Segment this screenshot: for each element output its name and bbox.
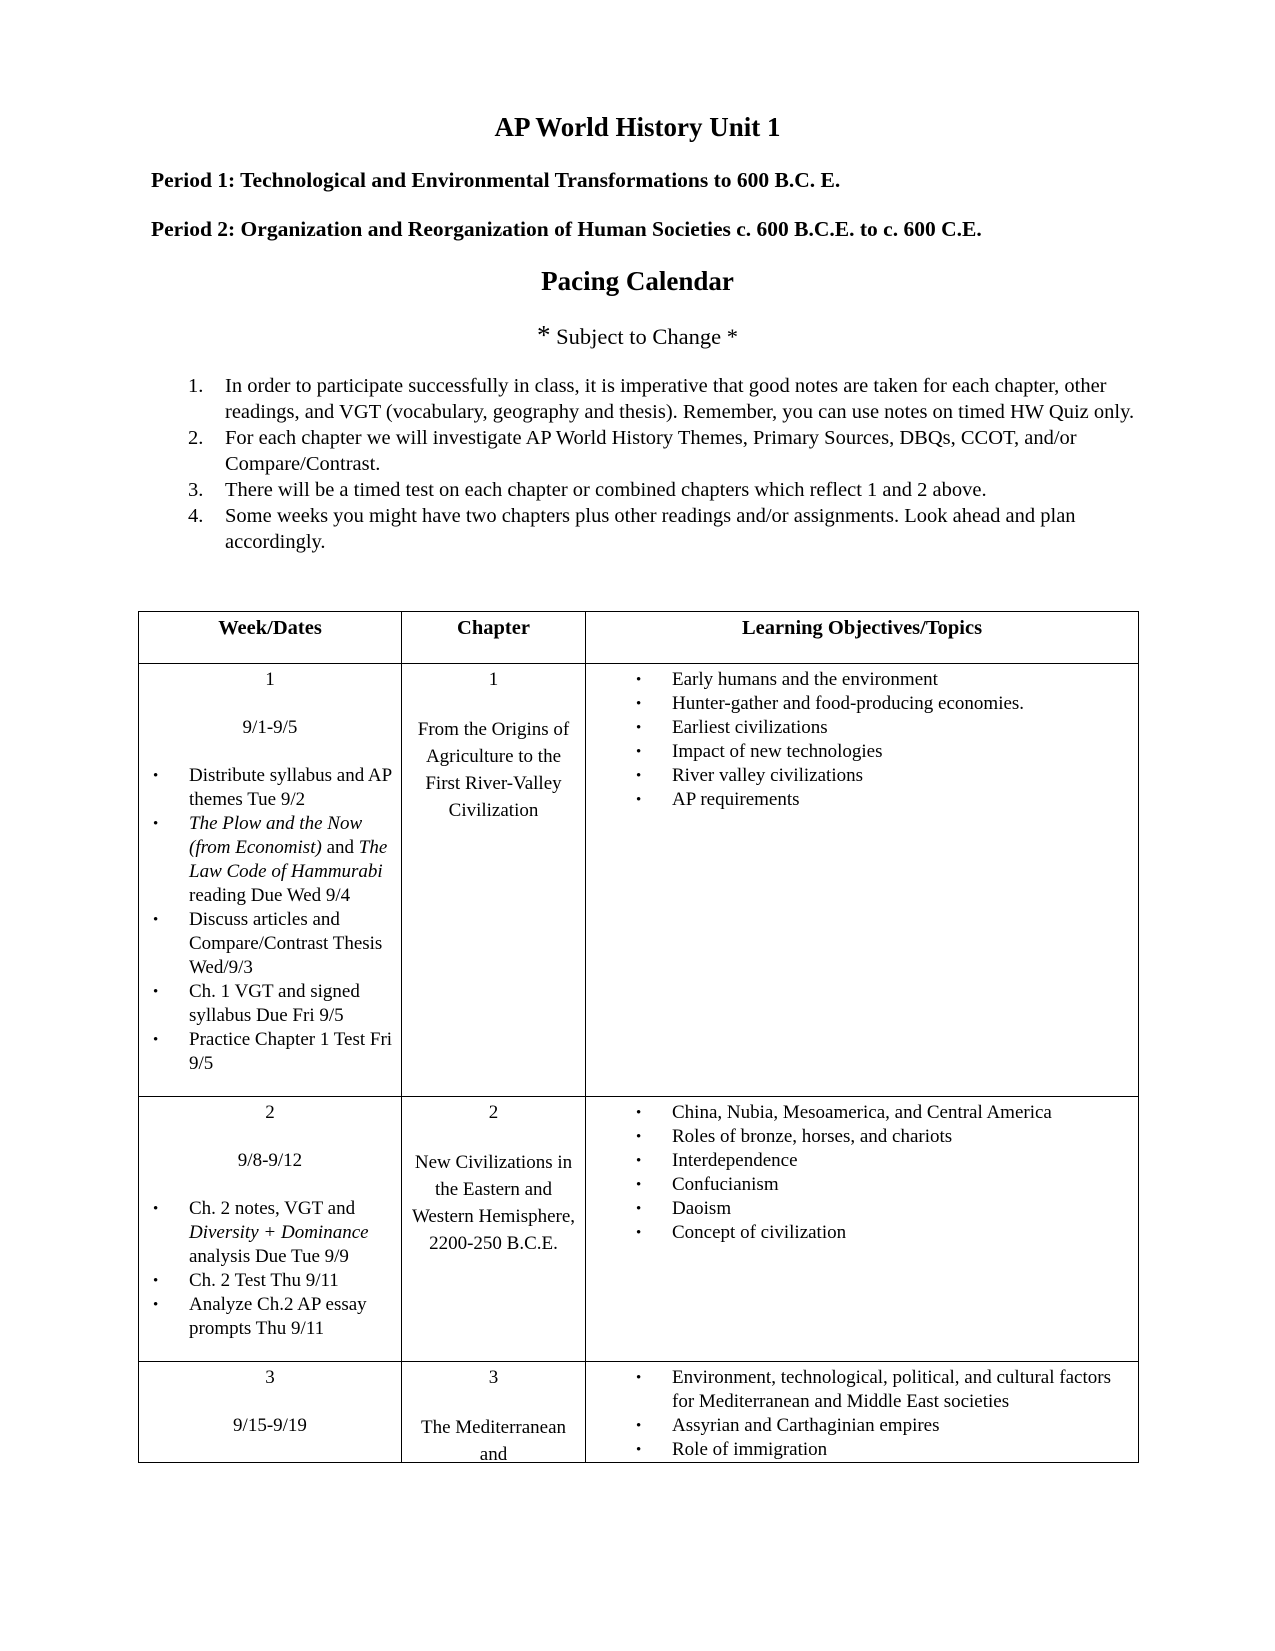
topic-item: [586, 1366, 1128, 1414]
week-cell: [139, 664, 402, 1097]
instruction-text: Some weeks you might have two chapters plus other readings and/or assignments. Look ahead and plan accordingly.: [225, 505, 1076, 553]
header-learning-objectives: Learning Objectives/Topics: [586, 612, 1139, 664]
task-item: [139, 980, 393, 1028]
instruction-text: In order to participate successfully in class, it is imperative that good notes are taken for each chapter, other readings, and VGT (vocabulary, geography and thesis). Remember, you can use notes on timed HW Quiz only.: [225, 375, 1135, 423]
bullet-icon: •: [636, 1418, 642, 1434]
topics-cell: [586, 1097, 1139, 1362]
task-list: [139, 1197, 401, 1361]
bullet-icon: •: [153, 1297, 159, 1313]
bullet-icon: •: [153, 1273, 159, 1289]
instructions-list: [188, 373, 1138, 555]
pacing-calendar-heading: Pacing Calendar: [541, 266, 734, 296]
instruction-number: 4.: [188, 505, 204, 527]
chapter-cell: [402, 1097, 586, 1362]
topic-item: [586, 1101, 1128, 1125]
task-text: Analyze Ch.2 AP essay prompts Thu 9/11: [189, 1294, 367, 1339]
instruction-number: 1.: [188, 375, 204, 397]
topic-item: [586, 1173, 1128, 1197]
bullet-icon: •: [636, 1105, 642, 1121]
task-item: [139, 1028, 393, 1076]
topic-item: [586, 1221, 1128, 1245]
bullet-icon: •: [636, 768, 642, 784]
table-row: [139, 1097, 1139, 1362]
week-cell: [139, 1362, 402, 1463]
topic-item: [586, 740, 1128, 764]
topic-item: [586, 788, 1128, 812]
chapter-number: 3: [488, 1367, 499, 1388]
topic-text: Early humans and the environment: [672, 669, 938, 690]
task-text: Ch. 2 notes, VGT and: [189, 1198, 356, 1219]
topic-text: AP requirements: [672, 789, 800, 810]
bullet-icon: •: [636, 1129, 642, 1145]
bullet-icon: •: [636, 1225, 642, 1241]
topic-text: Environment, technological, political, and cultural factors for Mediterranean and Middle East societies: [672, 1367, 1111, 1412]
pacing-calendar-table: [138, 611, 1139, 1463]
chapter-number: 1: [488, 669, 499, 690]
bullet-icon: •: [153, 768, 159, 784]
header-chapter: Chapter: [402, 612, 586, 664]
bullet-icon: •: [153, 816, 159, 832]
period-1-heading: Period 1: Technological and Environmental Transformations to 600 B.C. E.: [151, 168, 841, 192]
topic-text: Impact of new technologies: [672, 741, 883, 762]
chapter-number: 2: [488, 1102, 499, 1123]
topic-text: Hunter-gather and food-producing economies.: [672, 693, 1025, 714]
instruction-text: There will be a timed test on each chapter or combined chapters which reflect 1 and 2 above.: [225, 479, 987, 501]
bullet-icon: •: [636, 720, 642, 736]
topic-item: [586, 1414, 1128, 1438]
document-title: AP World History Unit 1: [494, 112, 781, 142]
topic-text: Confucianism: [672, 1174, 779, 1195]
task-text: analysis Due Tue 9/9: [189, 1246, 349, 1267]
task-title-italic: The Law Code of Hammurabi: [189, 837, 388, 882]
bullet-icon: •: [636, 744, 642, 760]
table-row: [139, 664, 1139, 1097]
topics-cell: [586, 664, 1139, 1097]
task-text: Ch. 1 VGT and signed syllabus Due Fri 9/5: [189, 981, 360, 1026]
task-item: [139, 764, 393, 812]
task-text: Distribute syllabus and AP themes Tue 9/2: [189, 765, 392, 810]
topic-item: [586, 764, 1128, 788]
topic-item: [586, 1125, 1128, 1149]
instruction-item: [188, 373, 1138, 425]
topic-text: Interdependence: [672, 1150, 798, 1171]
bullet-icon: •: [153, 1032, 159, 1048]
chapter-title: From the Origins of Agriculture to the First River-Valley Civilization: [417, 719, 570, 821]
topics-cell: [586, 1362, 1139, 1463]
week-dates: 9/15-9/19: [233, 1415, 307, 1436]
topic-item: [586, 692, 1128, 716]
chapter-cell: [402, 664, 586, 1097]
task-text: reading Due Wed 9/4: [189, 885, 351, 906]
task-text: Practice Chapter 1 Test Fri 9/5: [189, 1029, 393, 1074]
task-item: [139, 1293, 393, 1341]
bullet-icon: •: [153, 1201, 159, 1217]
chapter-title: New Civilizations in the Eastern and Western Hemisphere, 2200-250 B.C.E.: [411, 1152, 576, 1254]
week-number: 3: [265, 1367, 275, 1388]
topic-text: River valley civilizations: [672, 765, 864, 786]
subject-to-change-note: [0, 320, 1275, 351]
week-cell: [139, 1097, 402, 1362]
topic-item: [586, 1149, 1128, 1173]
table-header-row: [139, 612, 1139, 664]
topic-text: Concept of civilization: [672, 1222, 847, 1243]
chapter-cell: [402, 1362, 586, 1463]
week-number: 1: [265, 669, 275, 690]
subject-to-change-text: Subject to Change *: [550, 324, 738, 349]
topic-item: [586, 716, 1128, 740]
period-2-heading: Period 2: Organization and Reorganization of Human Societies c. 600 B.C.E. to c. 600 C.E.: [151, 217, 982, 241]
table-row: [139, 1362, 1139, 1463]
table-body: [139, 664, 1139, 1463]
instruction-number: 3.: [188, 479, 204, 501]
topic-text: Roles of bronze, horses, and chariots: [672, 1126, 953, 1147]
topic-list: [586, 664, 1138, 812]
instruction-item: [188, 425, 1138, 477]
bullet-icon: •: [153, 912, 159, 928]
instruction-item: [188, 503, 1138, 555]
task-text: and: [321, 837, 359, 858]
task-title-italic: Diversity + Dominance: [189, 1222, 369, 1243]
topic-item: [586, 1197, 1128, 1221]
instruction-item: [188, 477, 1138, 503]
task-item: [139, 812, 393, 908]
topic-text: Daoism: [672, 1198, 732, 1219]
week-number: 2: [265, 1102, 275, 1123]
bullet-icon: •: [636, 696, 642, 712]
header-week-dates: Week/Dates: [139, 612, 402, 664]
topic-item: [586, 1438, 1128, 1462]
bullet-icon: •: [636, 1370, 642, 1386]
task-text: Discuss articles and Compare/Contrast Thesis Wed/9/3: [189, 909, 383, 978]
task-item: [139, 1269, 393, 1293]
week-dates: 9/1-9/5: [242, 717, 298, 738]
topic-text: Assyrian and Carthaginian empires: [672, 1415, 940, 1436]
topic-list: [586, 1097, 1138, 1245]
bullet-icon: •: [636, 1177, 642, 1193]
chapter-title: The Mediterranean and: [420, 1417, 567, 1462]
bullet-icon: •: [636, 672, 642, 688]
instruction-number: 2.: [188, 427, 204, 449]
task-item: [139, 908, 393, 980]
topic-list: [586, 1362, 1138, 1462]
asterisk-mark: *: [537, 320, 551, 350]
bullet-icon: •: [636, 1201, 642, 1217]
bullet-icon: •: [636, 792, 642, 808]
instruction-text: For each chapter we will investigate AP World History Themes, Primary Sources, DBQs, CCOT, and/or Compare/Contrast.: [225, 427, 1077, 475]
task-item: [139, 1197, 393, 1269]
week-dates: 9/8-9/12: [237, 1150, 303, 1171]
topic-text: Role of immigration: [672, 1439, 828, 1460]
bullet-icon: •: [636, 1153, 642, 1169]
bullet-icon: •: [636, 1442, 642, 1458]
task-text: Ch. 2 Test Thu 9/11: [189, 1270, 339, 1291]
topic-item: [586, 668, 1128, 692]
topic-text: Earliest civilizations: [672, 717, 828, 738]
topic-text: China, Nubia, Mesoamerica, and Central America: [672, 1102, 1052, 1123]
bullet-icon: •: [153, 984, 159, 1000]
task-list: [139, 764, 401, 1096]
task-title-italic: The Plow and the Now (from Economist): [189, 813, 363, 858]
